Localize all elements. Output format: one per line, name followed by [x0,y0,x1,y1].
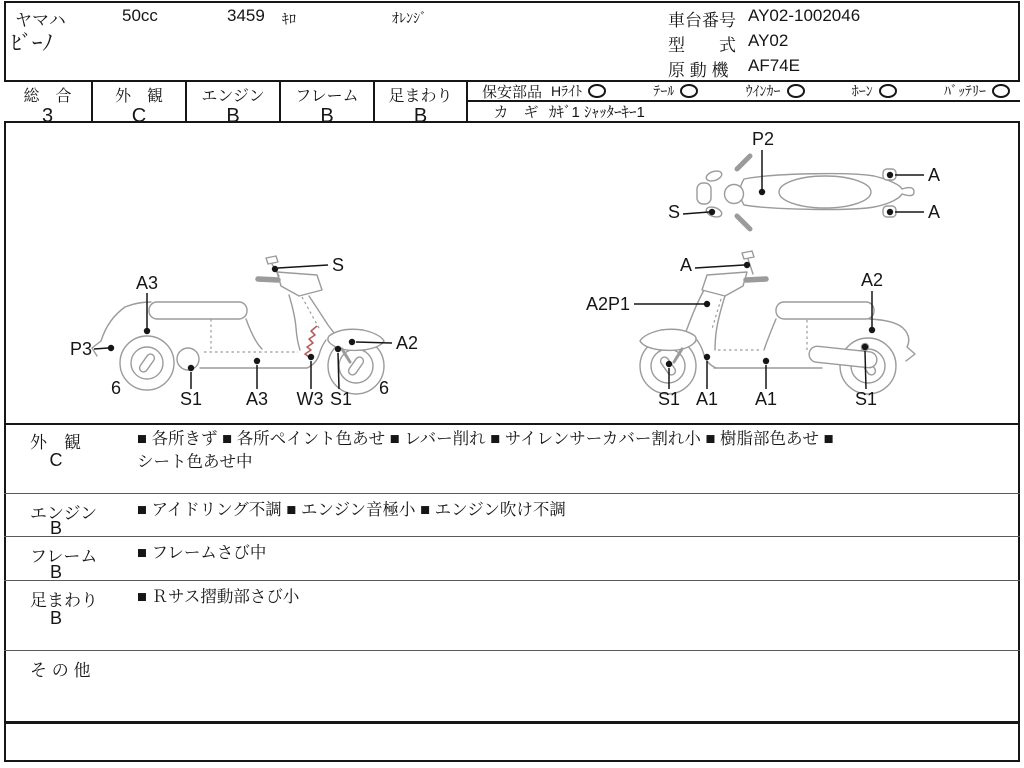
handlebar-unit [702,272,747,296]
grade-cell-overall [4,82,93,127]
damage-label-left-a3-floor [246,358,268,409]
safety-item-horn-label: ﾎｰﾝ [851,83,873,99]
damage-label-left-w3 [297,354,324,409]
mirror [742,251,754,259]
model-code-value: AY02 [748,31,789,50]
section-engine [4,493,1020,536]
damage-code-w3: W3 [296,389,324,409]
ok-circle-icon [680,84,698,98]
grade-value-overall: 3 [41,105,54,127]
chassis-number-label: 車台番号 [668,11,736,30]
leader-line [695,265,744,268]
grade-value-frame: B [320,105,334,127]
leader-line [865,351,866,389]
bottom-divider-line [4,721,1020,724]
section-exterior-comments [137,428,834,474]
key-row [468,102,1020,121]
safety-parts-items [551,81,1020,101]
damage-code-a: A [928,202,941,222]
safety-item-headlight-label: Hﾗｲﾄ [551,83,583,99]
safety-parts-cell [468,82,1020,121]
damage-label-right-s1-fork [658,361,680,409]
comment-line: ■ Ｒサス摺動部さび小 [137,588,300,606]
damage-code-a: A [928,165,941,185]
section-frame [4,536,1020,580]
grade-cell-exterior [93,82,187,127]
tire-grade-rear: 6 [110,378,122,398]
section-frame-label: フレーム [30,547,98,566]
leader-dot [308,354,314,360]
leg-shield-inner-edge [715,296,725,350]
damage-code-s1: S1 [854,389,878,409]
section-engine-grade: B [49,518,62,538]
safety-item-battery [944,81,1010,101]
leader-line [683,212,709,214]
under-seat-edge [764,319,776,350]
leader-dot [744,262,750,268]
grade-cell-frame [281,82,375,127]
key-value: ｶｷﾞ1 ｼｬｯﾀｰｷｰ1 [549,104,645,121]
leader-dot [887,209,893,215]
grade-row [4,80,1020,127]
leader-dot [763,358,769,364]
mileage-unit: ｷﾛ [282,11,296,27]
grade-cell-engine [187,82,281,127]
leader-dot [862,344,868,350]
damage-code-s1: S1 [657,389,681,409]
model-name: ﾋﾞｰﾉ [11,32,53,55]
leader-dot [272,266,278,272]
damage-label-left-s1-fork [330,346,352,409]
top-view-headlight [725,185,744,204]
damage-diagram-box [4,123,1020,425]
rear-wheel [120,336,174,390]
damage-code-p3: P3 [69,339,92,359]
top-view-seat [779,176,871,208]
section-other [4,650,1020,721]
leader-dot [759,189,765,195]
top-view-handle-grip-right [737,216,750,229]
engine-code-value: AF74E [748,56,800,75]
leader-line [338,353,339,389]
leader-dot [335,346,341,352]
handle-grip [258,279,278,280]
tire-grade-front: 6 [378,378,390,398]
mileage-value: 3459 [227,6,265,25]
leader-dot [349,339,355,345]
safety-parts-row [468,82,1020,102]
leader-dot [188,365,194,371]
damage-code-s: S [332,255,345,275]
section-undercarriage-comments [137,586,299,609]
comment-line: ■ フレームさび中 [137,544,267,562]
grade-label-engine: エンジン [201,88,265,105]
damage-code-s1: S1 [179,389,203,409]
leg-shield-outer-edge [685,290,704,334]
top-view-handle-grip-left [737,156,750,169]
ok-circle-icon [879,84,897,98]
safety-item-winker [746,81,805,101]
leader-line [356,342,392,343]
grade-label-exterior: 外 観 [114,88,163,105]
section-exterior-grade: C [49,450,63,470]
under-seat-edge [246,319,262,349]
section-undercarriage-label: 足まわり [30,591,98,610]
damage-label-p2 [752,129,774,195]
damage-code-a2p1: A2P1 [585,294,630,314]
section-exterior [4,423,1020,493]
damage-code-s1: S1 [329,389,353,409]
top-view-mirror-left [705,169,723,183]
front-fender [640,329,696,350]
model-code-row [668,31,788,56]
section-undercarriage-grade: B [49,608,62,628]
leader-dot [704,354,710,360]
grade-value-engine: B [226,105,240,127]
safety-item-horn [852,81,897,101]
damage-code-a3: A3 [135,273,159,293]
damage-code-a2: A2 [396,333,419,353]
seat [776,302,874,319]
grade-label-undercarriage: 足まわり [388,88,453,105]
safety-item-tail [653,81,698,101]
damage-label-top-s [668,202,715,222]
leader-line [94,348,108,349]
grade-label-frame: フレーム [295,88,359,105]
top-view-front-fender [697,183,711,204]
shield-seam-dotted [302,297,320,330]
damage-code-a2: A2 [860,270,884,290]
handle-grip [746,279,766,280]
engine-cover [177,348,199,370]
body-color: ｵﾚﾝｼﾞ [392,10,427,26]
chassis-number-row [668,6,860,31]
section-engine-comments [137,499,566,522]
grade-value-undercarriage: B [413,105,428,127]
safety-parts-label: 保安部品 [481,83,542,101]
grade-cell-undercarriage [375,82,468,127]
mirror [266,256,278,264]
model-code-label: 型 式 [668,36,736,55]
damage-code-a1: A1 [754,389,778,409]
engine-code-label: 原 動 機 [668,61,729,80]
leader-dot [254,358,260,364]
section-engine-label: エンジン [30,504,98,523]
red-damage-mark [305,326,317,357]
grade-value-exterior: C [131,105,147,127]
leader-line [278,265,328,268]
engine-code-row [668,56,800,81]
comment-line: ■ アイドリング不調 ■ エンジン音極小 ■ エンジン吹け不調 [137,501,566,519]
scooter-top-view [697,156,914,229]
chassis-number-value: AY02-1002046 [748,6,861,25]
safety-item-battery-label: ﾊﾞｯﾃﾘｰ [944,83,986,99]
damage-label-right-a1-floor [755,358,777,409]
displacement: 50cc [122,6,158,25]
ok-circle-icon [787,84,805,98]
leader-dot [144,328,150,334]
ok-circle-icon [992,84,1010,98]
damage-code-a1: A1 [695,389,719,409]
leader-dot [887,172,893,178]
section-undercarriage [4,580,1020,650]
section-exterior-label: 外 観 [30,433,81,452]
maker-name: ヤマハ [15,11,66,30]
section-frame-grade: B [49,562,62,582]
damage-diagram-svg [4,123,1020,421]
rear-wheel-rim [131,347,163,379]
grade-label-overall: 総 合 [23,88,72,105]
damage-label-right-a2p1 [586,294,710,314]
damage-code-a: A [679,255,692,275]
comment-line: ■ 各所きず ■ 各所ペイント色あせ ■ レバー削れ ■ サイレンサーカバー割れ小 ■ 樹脂部色あせ ■ [137,430,834,448]
handlebar-unit [277,272,322,296]
ok-circle-icon [588,84,606,98]
rear-hub [138,353,156,374]
comment-line: シート色あせ中 [137,453,253,471]
seat [149,302,247,319]
leader-dot [666,361,672,367]
leader-dot [704,301,710,307]
safety-item-tail-label: ﾃｰﾙ [653,83,675,99]
damage-code-s: S [667,202,680,222]
damage-label-left-s1-engine [180,365,202,409]
leader-dot [108,345,114,351]
leader-dot [869,327,875,333]
safety-item-headlight [551,81,606,101]
damage-code-p2: P2 [751,129,775,149]
damage-label-right-a1-front [696,354,718,409]
safety-item-winker-label: ｳｲﾝｶｰ [745,83,781,99]
key-label: カ ギ [493,104,539,121]
section-other-label: そ の 他 [30,661,91,680]
damage-code-a3: A3 [245,389,269,409]
leader-dot [709,209,715,215]
section-frame-comments [137,542,266,565]
leg-shield-inner-edge [289,295,300,350]
